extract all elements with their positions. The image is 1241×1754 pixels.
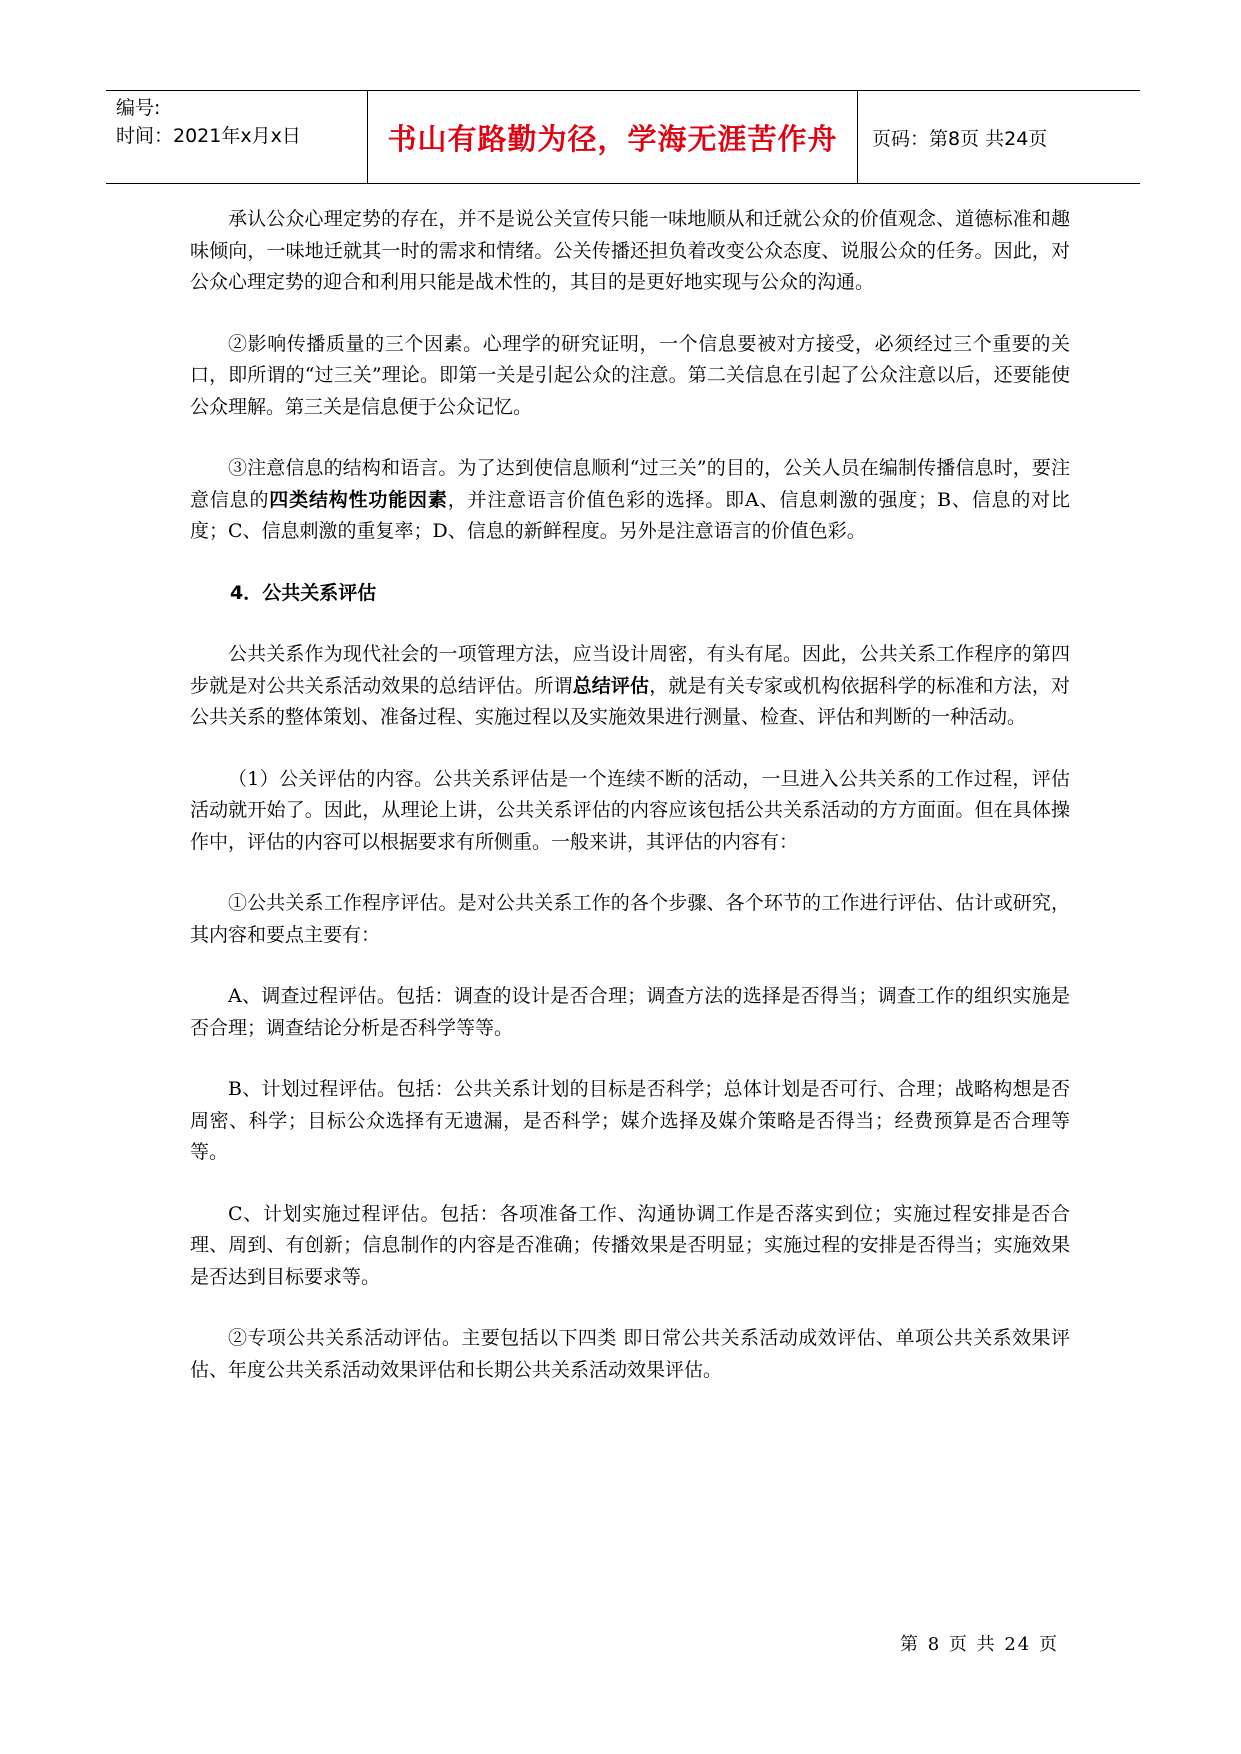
- paragraph-text: ③注意信息的结构和语言。为了达到使信息顺利“过三关”的目的，公关人员在编制传播信息时，要注意信息的: [190, 457, 1070, 511]
- bold-term: 四类结构性功能因素: [269, 488, 448, 511]
- bold-term: 总结评估: [572, 674, 650, 697]
- header-left-cell: [106, 91, 368, 183]
- number-label: 编号:: [116, 97, 161, 119]
- paragraph: ①公共关系工作程序评估。是对公共关系工作的各个步骤、各个环节的工作进行评估、估计或研究，其内容和要点主要有：: [190, 892, 1070, 946]
- document-body: [190, 204, 1070, 1416]
- paragraph: [190, 453, 1070, 548]
- section-heading: 4．公共关系评估: [230, 581, 377, 604]
- paragraph: B、计划过程评估。包括：公共关系计划的目标是否科学；总体计划是否可行、合理；战略构想是否周密、科学；目标公众选择有无遗漏，是否科学；媒介选择及媒介策略是否得当；经费预算是否合理等等。: [190, 1078, 1070, 1163]
- paragraph: （1）公关评估的内容。公共关系评估是一个连续不断的活动，一旦进入公共关系的工作过程，评估活动就开始了。因此，从理论上讲，公共关系评估的内容应该包括公共关系活动的方方面面。但在具体操作中，评估的内容可以根据要求有所侧重。一般来讲，其评估的内容有：: [190, 767, 1070, 853]
- page-header: [106, 90, 1140, 184]
- paragraph: A、调查过程评估。包括：调查的设计是否合理；调查方法的选择是否得当；调查工作的组织实施是否合理；调查结论分析是否科学等等。: [190, 985, 1070, 1039]
- page-footer: 第 8 页 共 24 页: [900, 1634, 1059, 1655]
- paragraph: [190, 639, 1070, 734]
- page-info: 页码：第8页 共24页: [872, 127, 1048, 150]
- time-label: 时间：2021年x月x日: [116, 125, 301, 147]
- paragraph-text: ，就是有关专家或机构依据科学的标准和方法，对公共关系的整体策划、准备过程、实施过程以及实施效果进行测量、检查、评估和判断的一种活动。: [190, 674, 1070, 728]
- paragraph: C、计划实施过程评估。包括：各项准备工作、沟通协调工作是否落实到位；实施过程安排是否合理、周到、有创新；信息制作的内容是否准确；传播效果是否明显；实施过程的安排是否得当；实施效果是否达到目标要求等。: [190, 1202, 1070, 1288]
- header-motto-cell: [368, 91, 858, 183]
- paragraph: 承认公众心理定势的存在，并不是说公关宣传只能一味地顺从和迁就公众的价值观念、道德标准和趣味倾向，一味地迁就其一时的需求和情绪。公关传播还担负着改变公众态度、说服公众的任务。因此，对公众心理定势的迎合和利用只能是战术性的，其目的是更好地实现与公众的沟通。: [190, 208, 1070, 293]
- motto: 书山有路勤为径，学海无涯苦作舟: [387, 121, 838, 156]
- header-page-info-cell: [858, 91, 1140, 183]
- paragraph-text: ，并注意语言价值色彩的选择。即A、信息刺激的强度；B、信息的对比度；C、信息刺激的重复率；D、信息的新鲜程度。另外是注意语言的价值色彩。: [190, 488, 1070, 542]
- paragraph: ②专项公共关系活动评估。主要包括以下四类 即日常公共关系活动成效评估、单项公共关系效果评估、年度公共关系活动效果评估和长期公共关系活动效果评估。: [190, 1327, 1070, 1381]
- paragraph-text: 公共关系作为现代社会的一项管理方法，应当设计周密，有头有尾。因此，公共关系工作程序的第四步就是对公共关系活动效果的总结评估。所谓: [190, 643, 1070, 697]
- paragraph: ②影响传播质量的三个因素。心理学的研究证明，一个信息要被对方接受，必须经过三个重要的关口，即所谓的“过三关”理论。即第一关是引起公众的注意。第二关信息在引起了公众注意以后，还要能使公众理解。第三关是信息便于公众记忆。: [190, 332, 1070, 418]
